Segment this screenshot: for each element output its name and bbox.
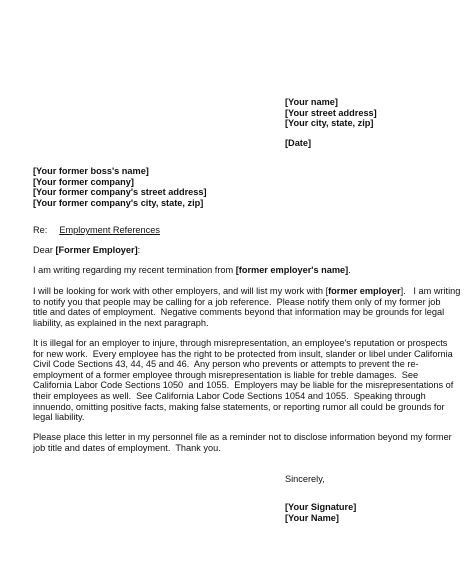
signature-placeholder: [Your Signature] [285,502,357,512]
signer-name: [Your Name] [285,512,339,523]
salutation-suffix: : [137,245,141,255]
para1-period: . [348,265,351,275]
re-line [33,225,445,236]
para3-line: their employees as well. See California Labor Code Sections 1054 and 1055. Speaking through [33,390,426,401]
re-label: Re: [33,225,48,235]
letter-date: [Date] [285,138,312,148]
paragraph-2 [33,286,461,328]
recipient-line: [Your former company] [33,176,134,187]
para2-employer: former employer [328,286,401,296]
sender-address-block [285,97,377,129]
para2-line: to notify you that people may be calling for a job reference. Please notify them only of my former job [33,296,441,307]
recipient-line: [Your former company's city, state, zip] [33,197,204,208]
para4-line: job title and dates of employment. Thank you. [33,442,221,453]
signature-block [285,502,356,523]
para2-text: ]. I am writing [400,286,461,296]
closing-word-block [285,474,325,485]
closing-word: Sincerely, [285,474,325,484]
para3-line: Civil Code Sections 43, 44, 45 and 46. Any person who prevents or attempts to prevent the re- [33,359,419,370]
salutation-name: [Former Employer] [55,245,138,255]
salutation-prefix: Dear [33,245,56,255]
para2-line: title and dates of employment. Negative comments beyond that information may be grounds for legal [33,307,445,318]
sender-city: [Your city, state, zip] [285,118,374,129]
salutation [33,245,445,256]
sender-street: [Your street address] [285,107,377,118]
recipient-address-block [33,166,445,208]
paragraph-4 [33,432,452,453]
para3-line: for new work. Every employee has the right to be protected from insult, slander or libel under California [33,348,453,359]
recipient-line: [Your former boss's name] [33,166,149,176]
recipient-line: [Your former company's street address] [33,187,207,198]
para3-line: employment of a former employee through misrepresentation is liable for treble damages. See [33,369,419,380]
para2-text: I will be looking for work with other employers, and will list my work with [ [33,286,329,296]
para4-line: Please place this letter in my personnel file as a reminder not to disclose information beyond my former [33,432,452,442]
para3-line: California Labor Code Sections 1050 and 1055. Employers may be liable for the misrepresentations of [33,380,454,391]
para3-line: It is illegal for an employer to injure, through misrepresentation, an employee's reputation or prospects [33,338,448,348]
para2-line: liability, as explained in the next paragraph. [33,317,209,328]
para1-employer-name: [former employer's name] [235,265,349,275]
para3-line: innuendo, omitting positive facts, making false statements, or reporting rumor all could be grounds for [33,401,445,412]
sender-name: [Your name] [285,97,338,107]
para3-line: legal liability. [33,412,85,423]
re-subject: Employment References [59,225,160,235]
paragraph-1 [33,265,445,276]
paragraph-3 [33,338,454,423]
date-block [285,138,311,149]
para1-text: I am writing regarding my recent termination from [33,265,236,275]
